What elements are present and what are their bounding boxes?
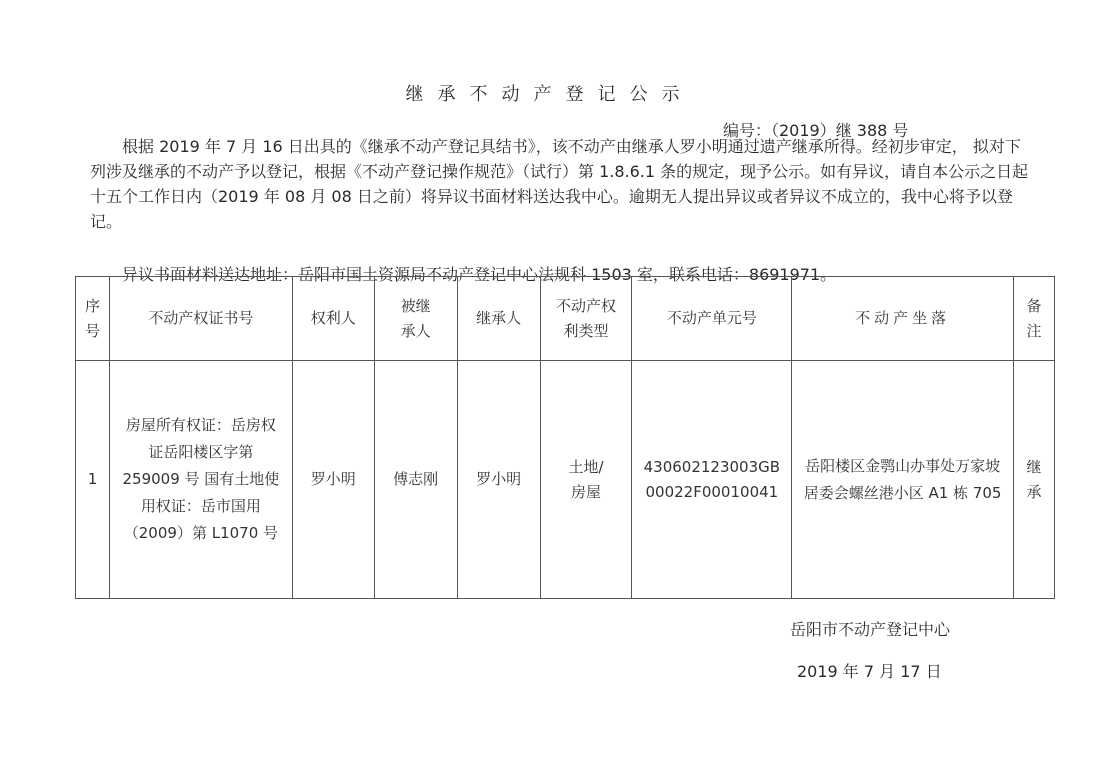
col-header-remark: 备注 — [1013, 277, 1054, 361]
col-header-heir: 继承人 — [457, 277, 540, 361]
document-number: 编号：（2019）继 388 号 — [723, 121, 909, 140]
col-header-no: 序号 — [76, 277, 110, 361]
issue-date: 2019 年 7 月 17 日 — [797, 662, 942, 681]
objection-address: 异议书面材料送达地址：岳阳市国土资源局不动产登记中心法规科 1503 室，联系电话：8691971。 — [122, 265, 837, 284]
col-header-decedent: 被继承人 — [374, 277, 457, 361]
cell-location: 岳阳楼区金鹗山办事处万家坡居委会螺丝港小区 A1 栋 705 — [792, 361, 1014, 599]
col-header-unit-no: 不动产单元号 — [632, 277, 792, 361]
col-header-location: 不动产坐落 — [792, 277, 1014, 361]
col-header-certificate: 不动产权证书号 — [109, 277, 292, 361]
cell-no: 1 — [76, 361, 110, 599]
table-header-row — [76, 277, 1055, 361]
col-header-right-holder: 权利人 — [292, 277, 374, 361]
cell-certificate: 房屋所有权证：岳房权证岳阳楼区字第 259009 号 国有土地使用权证：岳市国用（2009）第 L1070 号 — [109, 361, 292, 599]
cell-remark: 继承 — [1013, 361, 1054, 599]
cell-heir: 罗小明 — [457, 361, 540, 599]
issuing-organization: 岳阳市不动产登记中心 — [790, 620, 951, 639]
table-row — [76, 361, 1055, 599]
page-title: 继承不动产登记公示 — [405, 84, 694, 105]
notice-paragraph: 根据 2019 年 7 月 16 日出具的《继承不动产登记具结书》，该不动产由继承人罗小明通过遗产继承所得。经初步审定， 拟对下列涉及继承的不动产予以登记，根据《不动产登记操作规范》（试行）第 1.8.6.1 条的规定，现予公示。如有异议，请自本公示之日起十五个工作日内（2019 年 08 月 08 日之前）将异议书面材料送达我中心。逾期无人提出异议或者异议不成立的，我中心将予以登记。 — [90, 137, 1029, 231]
cell-right-type: 土地/房屋 — [540, 361, 632, 599]
registration-table — [75, 276, 1055, 599]
col-header-right-type: 不动产权利类型 — [540, 277, 632, 361]
cell-decedent: 傅志刚 — [374, 361, 457, 599]
cell-right-holder: 罗小明 — [292, 361, 374, 599]
cell-unit-no: 430602123003GB00022F00010041 — [632, 361, 792, 599]
